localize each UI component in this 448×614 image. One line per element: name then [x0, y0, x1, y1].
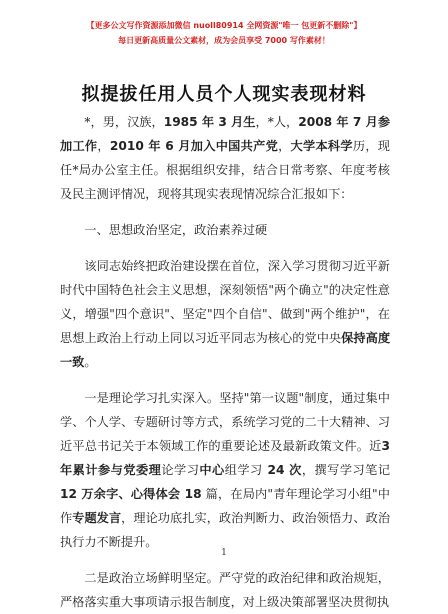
intro-birth: 1985 年 3 月生 [163, 115, 256, 129]
study-text: 论学习 [161, 463, 200, 477]
study-highlight: 12 万余字、心得体会 18 [60, 487, 202, 501]
intro-text: *，男，汉族， [84, 115, 164, 129]
political-text: 。 [84, 355, 97, 369]
intro-education: 大学本科学 [290, 139, 353, 153]
document-body [60, 110, 390, 614]
section-heading-1: 一、思想政治坚定，政治素养过硬 [84, 223, 268, 237]
document-title: 拟提拔任用人员个人现实表现材料 [81, 84, 367, 105]
intro-text: ，*人， [255, 115, 299, 129]
study-text: 篇，在局内"青年理论学习小组"中作 [60, 487, 390, 525]
banner-line-2: 每日更新高质量公文素材，成为会员享受 7000 写作素材！ [118, 36, 330, 45]
paragraph-intro [60, 110, 390, 206]
study-text: ，理论功底扎实，政治判断力、政治领悟力、政治执行力不断提升。 [60, 511, 391, 549]
paragraph-political-stance: 二是政治立场鲜明坚定。严守党的政治纪律和政治规矩，严格落实重大事项请示报告制度，对上级决策部署坚决贯彻执 [60, 571, 390, 609]
political-highlight: 保持高度一致 [60, 331, 391, 369]
political-text: 该同志始终把政治建设摆在首位，深入学习贯彻习近平新时代中国特色社会主义思想，深刻领悟"两个确立"的决定性意义，增强"四个意识"、坚定"四个自信"、做到"两个维护"，在思想上政治上行动上同以习近平同志为核心的党中央 [60, 259, 390, 345]
promo-banner [20, 18, 428, 48]
study-text: 组学习 [224, 463, 263, 477]
intro-text: ， [278, 139, 291, 153]
paragraph-political [60, 254, 390, 374]
study-highlight: 中心 [199, 463, 225, 477]
paragraph-theory-study [60, 386, 390, 554]
study-text: ，撰写学习笔记 [301, 463, 391, 477]
page-number: 1 [221, 548, 227, 558]
study-text: 一是理论学习扎实深入。坚持"第一议题"制度，通过集中学、个人学、专题研讨等方式，系统学习党的二十大精神、习近平总书记关于本领域工作的重要论述及最新政策文件。近 [60, 391, 390, 453]
study-highlight: 3 年累计参与党委理 [60, 439, 390, 477]
study-highlight: 专题发言 [72, 511, 122, 525]
intro-work-date: 2008 年 7 月参加工作 [60, 115, 391, 153]
intro-party-date: 2010 年 6 月加入中国共产党 [109, 139, 279, 153]
intro-text: 历，现任*局办公室主任。根据组织安排，结合日常考察、年度考核及民主测评情况，现将其现实表现情况综合汇报如下： [60, 139, 390, 201]
study-highlight: 24 次 [262, 463, 302, 477]
banner-line-1: 【更多公文写作资源添加微信 nuoll80914 全网资源"唯一 包更新不删除"】 [86, 21, 362, 30]
intro-text: ， [97, 139, 110, 153]
